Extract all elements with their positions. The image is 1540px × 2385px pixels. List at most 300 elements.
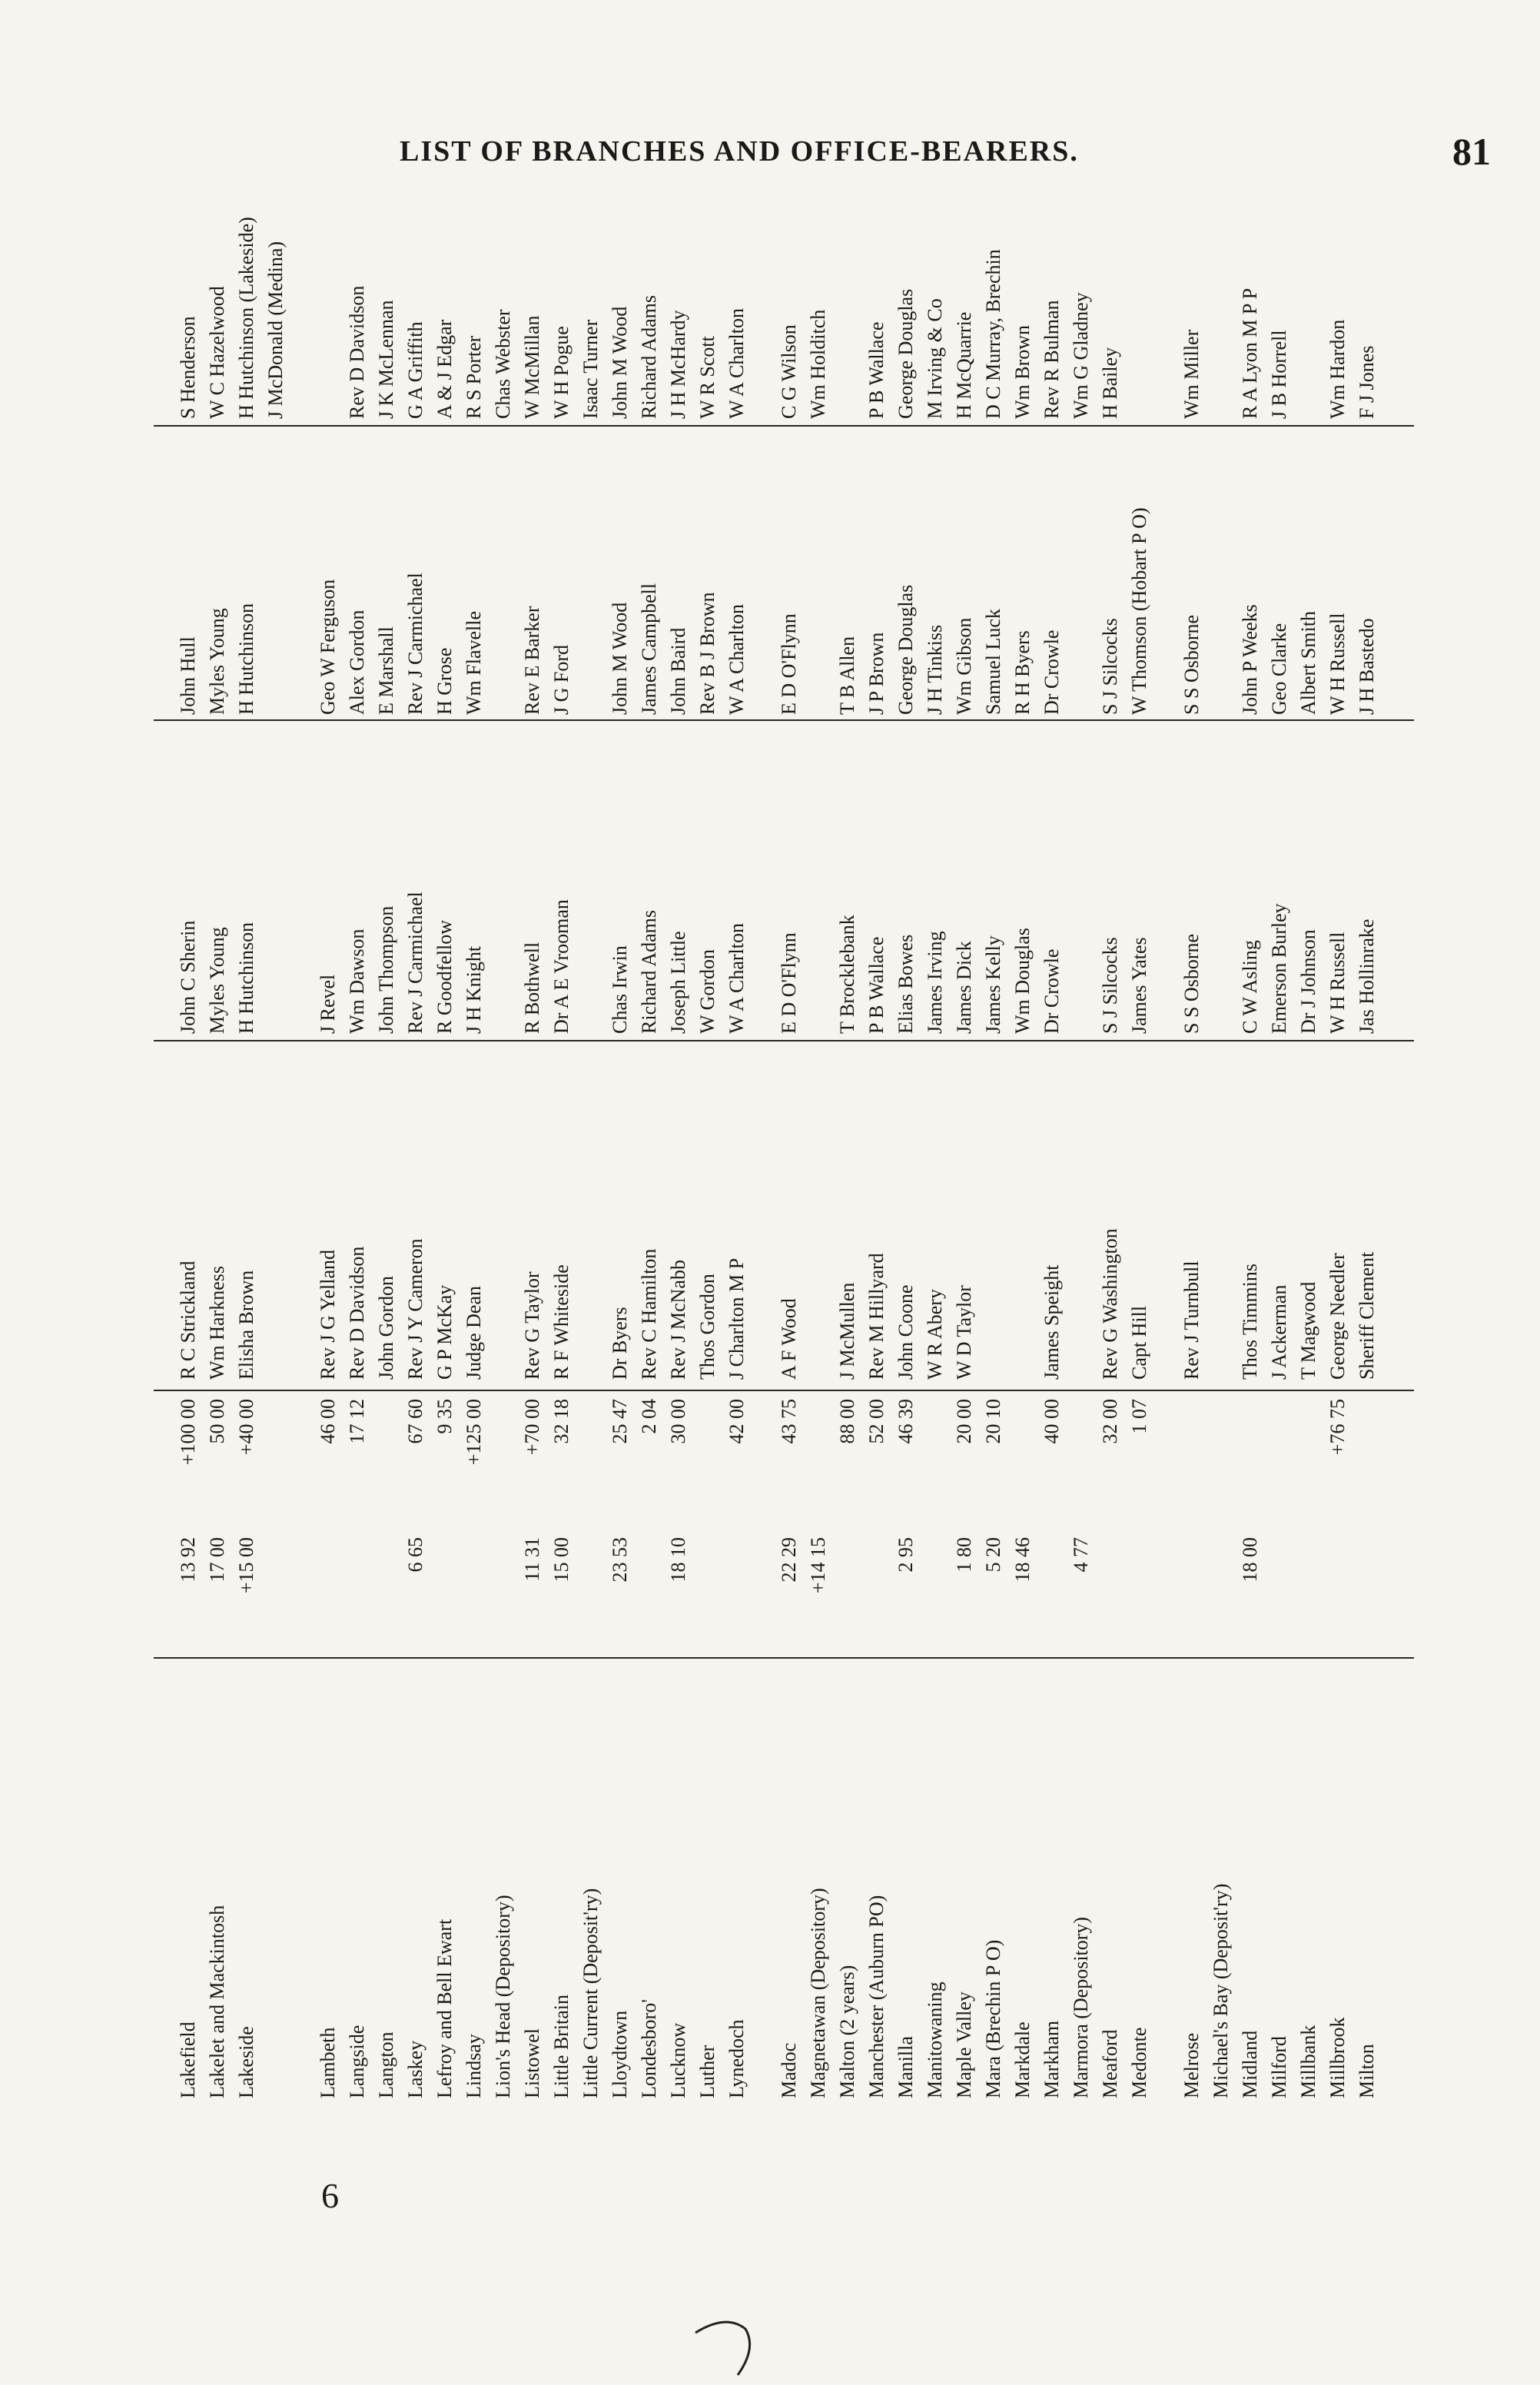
cell-sec: R Goodfellow [433, 919, 456, 1034]
cell-treas: E Marshall [375, 626, 397, 715]
cell-c1: 2 95 [894, 1537, 917, 1573]
cell-name: Millbrook [1326, 2017, 1349, 2098]
cell-c2: 20 10 [982, 1399, 1004, 1444]
cell-name: Marmora (Depository) [1070, 1916, 1092, 2098]
cell-pres [981, 1049, 1007, 1380]
cell-c1 [432, 1537, 458, 1653]
cell-col: Wm Hardon [1326, 319, 1349, 419]
cell-sec: James Irving [924, 931, 946, 1034]
cell-pres: Rev J G Yelland [317, 1249, 339, 1380]
cell-treas: John P Weeks [1239, 604, 1261, 715]
cell-sec: W A Charlton [725, 923, 748, 1034]
cell-col: Chas Webster [492, 309, 514, 419]
cell-pres: Rev J McNabb [667, 1260, 689, 1380]
cell-name: Manitowaning [924, 1981, 946, 2098]
cell-sec [1208, 726, 1234, 1034]
cell-name: Little Current (Deposit'ry) [579, 1888, 602, 2098]
cell-treas: S J Silcocks [1099, 618, 1121, 715]
table-row [1208, 123, 1234, 2106]
cell-treas: James Campbell [638, 583, 660, 715]
cell-name: Langside [346, 2025, 368, 2098]
cell-c1: 18 00 [1239, 1537, 1261, 1583]
cell-c2 [1266, 1399, 1293, 1522]
cell-treas: Rev E Barker [521, 606, 543, 715]
cell-sec: James Yates [1128, 937, 1150, 1034]
cell-pres [1068, 1049, 1094, 1380]
cell-pres [490, 1049, 516, 1380]
cell-c1 [578, 1537, 604, 1653]
cell-treas: John Hull [177, 636, 199, 715]
table-row [234, 123, 260, 2106]
cell-pres: J Ackerman [1268, 1284, 1290, 1380]
cell-pres [805, 1049, 831, 1380]
cell-pres: J Charlton M P [725, 1257, 748, 1380]
cell-treas [805, 430, 831, 715]
cell-pres: Rev C Hamilton [638, 1248, 660, 1380]
cell-col: W McMillan [521, 315, 543, 419]
cell-c1: 11 31 [521, 1537, 543, 1582]
cell-sec: Elias Bowes [894, 934, 917, 1034]
table-row [175, 123, 201, 2106]
cell-name: Millbank [1297, 2025, 1319, 2098]
cell-c2: 50 00 [206, 1399, 228, 1444]
cell-pres [263, 1049, 289, 1380]
table-row [1039, 123, 1065, 2106]
cell-c2: 9 35 [433, 1399, 456, 1434]
cell-name: Melrose [1180, 2032, 1203, 2098]
cell-name: Lefroy and Bell Ewart [433, 1918, 456, 2098]
cell-c2 [1179, 1399, 1205, 1522]
cell-sec: Myles Young [206, 927, 228, 1034]
cell-sec: T Brocklebank [836, 915, 858, 1034]
cell-c1: 1 80 [953, 1537, 975, 1573]
cell-c1 [263, 1537, 289, 1653]
cell-sec: J H Knight [463, 945, 485, 1034]
cell-c2: 46 00 [317, 1399, 339, 1444]
cell-col: Wm Miller [1180, 329, 1203, 419]
cell-treas [263, 430, 289, 715]
cell-name: Meaford [1099, 2029, 1121, 2098]
cell-name [263, 1676, 289, 2098]
table-row [893, 123, 919, 2106]
cell-treas: H Hutchinson [235, 603, 257, 715]
cell-sec: John Thompson [375, 905, 397, 1034]
cell-treas: R H Byers [1011, 630, 1034, 715]
cell-col: F J Jones [1356, 345, 1378, 419]
cell-c1 [1097, 1537, 1123, 1653]
cell-sec: Dr Crowle [1040, 948, 1063, 1034]
cell-sec: Wm Douglas [1011, 928, 1034, 1034]
cell-name: Lloydtown [609, 2010, 631, 2098]
table-row [549, 123, 575, 2106]
cell-treas: J H Bastedo [1356, 618, 1378, 715]
cell-c1: 18 46 [1011, 1537, 1034, 1583]
cell-name: Lakefield [177, 2021, 199, 2098]
cell-c1 [1354, 1537, 1380, 1653]
cell-sec: Dr J Johnson [1297, 929, 1319, 1034]
cell-sec: C W Asling [1239, 940, 1261, 1034]
cell-col: W H Pogue [550, 326, 573, 419]
table-row [665, 123, 692, 2106]
cell-c1 [461, 1537, 487, 1653]
cell-c2 [1208, 1399, 1234, 1522]
cell-treas: George Douglas [894, 584, 917, 715]
cell-col [1208, 127, 1234, 419]
cell-name: Manilla [894, 2036, 917, 2098]
cell-c1 [1039, 1537, 1065, 1653]
table-row [805, 123, 831, 2106]
cell-pres: Capt Hill [1128, 1305, 1150, 1380]
page-title: LIST OF BRANCHES AND OFFICE-BEARERS. [400, 135, 1079, 168]
cell-name: Lynedoch [725, 2019, 748, 2098]
cell-c2: 30 00 [667, 1399, 689, 1444]
cell-sec: James Kelly [982, 935, 1004, 1034]
cell-c1 [1208, 1537, 1234, 1653]
table-row [981, 123, 1007, 2106]
cell-sec: Richard Adams [638, 909, 660, 1034]
cell-c2 [1010, 1399, 1036, 1522]
cell-pres: Wm Harkness [206, 1265, 228, 1380]
cell-col: Wm Brown [1011, 324, 1034, 419]
cell-name: Lambeth [317, 2027, 339, 2098]
cell-treas [1068, 430, 1094, 715]
cell-treas [490, 430, 516, 715]
cell-sec: J Revel [317, 974, 339, 1034]
table-row [461, 123, 487, 2106]
cell-c2: 32 18 [550, 1399, 573, 1444]
cell-treas: Samuel Luck [982, 609, 1004, 715]
cell-col: Rev D Davidson [346, 285, 368, 419]
cell-c2 [695, 1399, 721, 1522]
cell-col: D C Murray, Brechin [982, 249, 1004, 419]
cell-col: R A Lyon M P P [1239, 287, 1261, 419]
cell-treas: Geo W Ferguson [317, 579, 339, 715]
cell-name: Lucknow [667, 2022, 689, 2098]
cell-col: W C Hazelwood [206, 286, 228, 419]
cell-sec [263, 726, 289, 1034]
cell-c1 [724, 1537, 750, 1653]
cell-col: P B Wallace [865, 321, 888, 419]
cell-c1: 15 00 [550, 1537, 573, 1583]
cell-treas: Wm Gibson [953, 617, 975, 715]
cell-name: Lakeside [235, 2026, 257, 2098]
cell-c2: 46 39 [894, 1399, 917, 1444]
table-row [1097, 123, 1123, 2106]
cell-treas: Rev J Carmichael [404, 573, 426, 715]
cell-col: J K McLennan [375, 300, 397, 419]
cell-col: Wm Holditch [807, 309, 829, 419]
cell-col: W A Charlton [725, 308, 748, 419]
cell-c1 [490, 1537, 516, 1653]
cell-c2: +76 75 [1326, 1399, 1349, 1456]
cell-c1 [695, 1537, 721, 1653]
cell-col: Isaac Turner [579, 319, 602, 419]
cell-pres: T Magwood [1297, 1281, 1319, 1380]
cell-c1 [315, 1537, 341, 1653]
cell-sec: John C Sherin [177, 920, 199, 1034]
cell-pres: James Speight [1040, 1264, 1063, 1380]
table-row [1325, 123, 1351, 2106]
cell-pres: John Gordon [375, 1275, 397, 1380]
cell-pres: R C Strickland [177, 1261, 199, 1380]
cell-name: Maple Valley [953, 1991, 975, 2098]
table-row [373, 123, 400, 2106]
cell-c1 [1179, 1537, 1205, 1653]
cell-sec: Joseph Little [667, 931, 689, 1034]
table-row [1354, 123, 1380, 2106]
cell-sec: S S Osborne [1180, 933, 1203, 1034]
cell-c1: 4 77 [1070, 1537, 1092, 1573]
cell-name: Lindsay [463, 2034, 485, 2098]
cell-c2: +40 00 [235, 1399, 257, 1456]
cell-pres: Thos Gordon [696, 1274, 719, 1380]
table-row [951, 123, 977, 2106]
cell-col: John M Wood [609, 306, 631, 419]
table-row [607, 123, 633, 2106]
cell-pres: Dr Byers [609, 1307, 631, 1380]
cell-pres: Elisha Brown [235, 1270, 257, 1380]
table-row [1010, 123, 1036, 2106]
cell-pres: Rev M Hillyard [865, 1253, 888, 1380]
cell-col: Wm G Gladney [1070, 292, 1092, 419]
table-row [490, 123, 516, 2106]
cell-c2: 20 00 [953, 1399, 975, 1444]
cell-c1: 6 65 [404, 1537, 426, 1573]
table-row [344, 123, 370, 2106]
cell-name: Little Britain [550, 1994, 573, 2098]
cell-treas: J H Tinkiss [924, 624, 946, 715]
cell-col: W R Scott [696, 336, 719, 419]
cell-treas: Geo Clarke [1268, 623, 1290, 715]
cell-pres: Rev G Washington [1099, 1228, 1121, 1380]
cell-c2: 42 00 [725, 1399, 748, 1444]
pencil-mark [692, 2317, 761, 2379]
table-row [1179, 123, 1205, 2106]
cell-col: George Douglas [894, 288, 917, 419]
cell-name: Listowel [521, 2028, 543, 2098]
cell-c1: 17 00 [206, 1537, 228, 1583]
cell-c2: +125 00 [463, 1399, 485, 1466]
cell-c2 [1068, 1399, 1094, 1522]
cell-col: H Bailey [1099, 347, 1121, 419]
cell-col: Rev R Bulman [1040, 300, 1063, 419]
cell-treas: E D O'Flynn [778, 613, 800, 715]
cell-c1: 22 29 [778, 1537, 800, 1583]
cell-c1: 23 53 [609, 1537, 631, 1583]
cell-c1 [835, 1537, 861, 1653]
cell-c2: +70 00 [521, 1399, 543, 1456]
cell-treas: Myles Young [206, 608, 228, 715]
cell-name: Lion's Head (Depository) [492, 1895, 514, 2098]
cell-c1 [864, 1537, 890, 1653]
cell-c2: 32 00 [1099, 1399, 1121, 1444]
cell-name: Londesboro' [638, 1999, 660, 2098]
cell-sec: James Dick [953, 941, 975, 1034]
cell-c2: 2 04 [638, 1399, 660, 1434]
cell-pres: G P McKay [433, 1284, 456, 1380]
cell-col: S Henderson [177, 316, 199, 419]
table-row [1127, 123, 1153, 2106]
cell-c1: 13 92 [177, 1537, 199, 1583]
cell-pres: Rev J Turnbull [1180, 1261, 1203, 1380]
cell-name: Milton [1356, 2044, 1378, 2098]
cell-treas: Dr Crowle [1040, 629, 1063, 715]
cell-col [835, 127, 861, 419]
cell-treas: J P Brown [865, 632, 888, 715]
cell-treas: H Grose [433, 647, 456, 715]
table-row [776, 123, 802, 2106]
cell-c1 [1127, 1537, 1153, 1653]
cell-sec: Wm Dawson [346, 928, 368, 1034]
table-row [1296, 123, 1322, 2106]
cell-sec: Emerson Burley [1268, 903, 1290, 1034]
cell-c1 [636, 1537, 662, 1653]
table-row [835, 123, 861, 2106]
cell-c2 [373, 1399, 400, 1522]
cell-treas: W Thomson (Hobart P O) [1128, 507, 1150, 715]
cell-c2 [805, 1399, 831, 1522]
cell-sec: W H Russell [1326, 932, 1349, 1034]
cell-sec: P B Wallace [865, 936, 888, 1034]
cell-col: J H McHardy [667, 310, 689, 419]
table-row [864, 123, 890, 2106]
cell-c1 [1325, 1537, 1351, 1653]
cell-sec: S J Silcocks [1099, 937, 1121, 1034]
cell-c2 [1354, 1399, 1380, 1522]
table-row [432, 123, 458, 2106]
cell-treas [578, 430, 604, 715]
cell-pres [578, 1049, 604, 1380]
cell-c2 [922, 1399, 948, 1522]
folio-mark: 6 [321, 2176, 339, 2215]
cell-name: Michael's Bay (Deposit'ry) [1210, 1883, 1232, 2098]
cell-col: C G Wilson [778, 324, 800, 419]
table-row [636, 123, 662, 2106]
cell-name: Malton (2 years) [836, 1965, 858, 2098]
cell-sec: Chas Irwin [609, 945, 631, 1034]
cell-pres: Rev D Davidson [346, 1246, 368, 1380]
cell-col: G A Griffith [404, 321, 426, 419]
cell-sec [805, 726, 831, 1034]
table-row [1266, 123, 1293, 2106]
cell-col: J McDonald (Medina) [264, 241, 287, 419]
cell-name: Manchester (Auburn PO) [865, 1895, 888, 2098]
cell-name: Markham [1040, 2020, 1063, 2098]
cell-pres: Judge Dean [463, 1285, 485, 1380]
cell-treas: J G Ford [550, 644, 573, 715]
cell-c2: 25 47 [609, 1399, 631, 1444]
cell-c2: 43 75 [778, 1399, 800, 1444]
branches-table [154, 123, 1414, 2106]
table-row [695, 123, 721, 2106]
cell-c2 [263, 1399, 289, 1522]
cell-sec: Dr A E Vrooman [550, 899, 573, 1034]
cell-col: H McQuarrie [953, 311, 975, 419]
cell-c1 [344, 1537, 370, 1653]
cell-name: Magnetawan (Depository) [807, 1888, 829, 2098]
table-row [1068, 123, 1094, 2106]
cell-c2 [578, 1399, 604, 1522]
cell-c1: +15 00 [235, 1537, 257, 1594]
table-row [1237, 123, 1263, 2106]
cell-sec [490, 726, 516, 1034]
cell-c2 [490, 1399, 516, 1522]
cell-col: H Hutchinson (Lakeside) [235, 217, 257, 419]
cell-pres: John Coone [894, 1284, 917, 1380]
cell-name: Luther [696, 2045, 719, 2098]
table-row [724, 123, 750, 2106]
cell-name: Langton [375, 2031, 397, 2098]
cell-treas: Wm Flavelle [463, 610, 485, 715]
cell-name: Markdale [1011, 2021, 1034, 2098]
cell-treas: W A Charlton [725, 604, 748, 715]
cell-pres: R F Whiteside [550, 1264, 573, 1380]
cell-c1 [922, 1537, 948, 1653]
cell-c2 [1237, 1399, 1263, 1522]
cell-treas: S S Osborne [1180, 614, 1203, 715]
cell-pres: J McMullen [836, 1282, 858, 1380]
cell-name: Medonte [1128, 2027, 1150, 2098]
cell-c2: 17 12 [346, 1399, 368, 1444]
cell-sec [578, 726, 604, 1034]
cell-treas: John M Wood [609, 602, 631, 715]
cell-pres: W R Abery [924, 1289, 946, 1380]
cell-c2: 1 07 [1128, 1399, 1150, 1434]
cell-name: Milford [1268, 2036, 1290, 2098]
cell-name: Lakelet and Mackintosh [206, 1905, 228, 2098]
table-row [922, 123, 948, 2106]
cell-c2: +100 00 [177, 1399, 199, 1466]
cell-name: Midland [1239, 2030, 1261, 2098]
cell-sec: R Bothwell [521, 942, 543, 1034]
table-row [578, 123, 604, 2106]
table-row [204, 123, 231, 2106]
cell-sec: Rev J Carmichael [404, 892, 426, 1034]
cell-c2: 88 00 [836, 1399, 858, 1444]
cell-treas: Rev B J Brown [696, 592, 719, 715]
cell-c2 [1296, 1399, 1322, 1522]
cell-sec: H Hutchinson [235, 922, 257, 1034]
table-row [315, 123, 341, 2106]
table-row [519, 123, 546, 2106]
cell-sec: E D O'Flynn [778, 932, 800, 1034]
cell-pres: George Needler [1326, 1253, 1349, 1380]
cell-c1: 18 10 [667, 1537, 689, 1583]
cell-sec: Jas Hollinrake [1356, 918, 1378, 1034]
cell-col: M Irving & Co [924, 298, 946, 419]
cell-pres [1208, 1049, 1234, 1380]
cell-col [1296, 127, 1322, 419]
cell-name: Laskey [404, 2040, 426, 2098]
cell-treas: Alex Gordon [346, 610, 368, 715]
cell-c2: 40 00 [1040, 1399, 1063, 1444]
cell-sec [1068, 726, 1094, 1034]
table-row [403, 123, 429, 2106]
cell-col: R S Porter [463, 335, 485, 419]
cell-treas: T B Allen [836, 636, 858, 715]
cell-pres: Rev G Taylor [521, 1271, 543, 1380]
cell-treas: John Baird [667, 627, 689, 715]
cell-c2: 67 60 [404, 1399, 426, 1444]
cell-treas: W H Russell [1326, 613, 1349, 715]
cell-pres: Sheriff Clement [1356, 1251, 1378, 1380]
cell-pres: Rev J Y Cameron [404, 1238, 426, 1380]
cell-sec: W Gordon [696, 948, 719, 1034]
cell-pres: Thos Timmins [1239, 1263, 1261, 1380]
cell-c2: 52 00 [865, 1399, 888, 1444]
cell-c1 [373, 1537, 400, 1653]
cell-pres [1010, 1049, 1036, 1380]
